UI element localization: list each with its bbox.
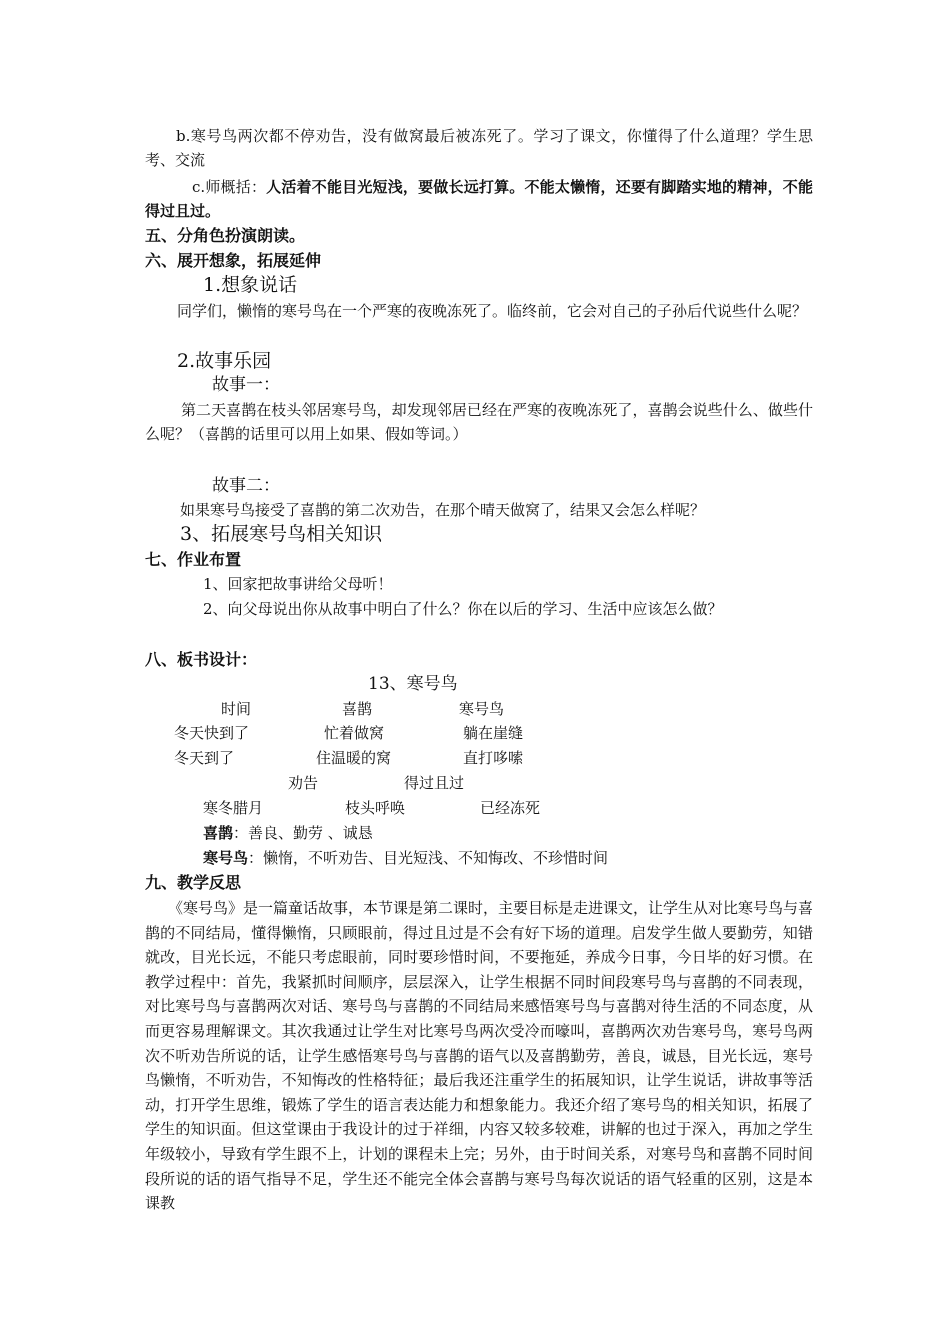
subheading-1: 1.想象说话 xyxy=(203,274,298,296)
board-r4-time: 寒冬腊月 xyxy=(203,799,264,817)
board-magpie-label: 喜鹊 xyxy=(203,824,234,842)
subheading-2: 2.故事乐园 xyxy=(177,350,272,372)
board-col-bird: 寒号鸟 xyxy=(459,700,505,718)
board-r3-advice: 劝告 xyxy=(288,774,319,792)
paragraph-c-summary: 人活着不能目光短浅，要做长远打算。不能太懒惰，还要有脚踏实地的精神，不能得过且过。 xyxy=(145,178,813,220)
board-r2-magpie: 住温暖的窝 xyxy=(316,749,392,767)
board-r2-bird: 直打哆嗦 xyxy=(463,749,524,767)
paragraph-c-prefix: c.师概括： xyxy=(192,178,267,196)
heading-8: 八、板书设计： xyxy=(145,650,258,669)
heading-5: 五、分角色扮演朗读。 xyxy=(145,226,306,245)
story2-text: 如果寒号鸟接受了喜鹊的第二次劝告，在那个晴天做窝了，结果又会怎么样呢？ xyxy=(180,501,706,519)
subheading-3: 3、拓展寒号鸟相关知识 xyxy=(180,523,383,545)
board-bird-traits-text: ：懒惰，不听劝告、目光短浅、不知悔改、不珍惜时间 xyxy=(248,849,609,867)
board-r1-bird: 躺在崖缝 xyxy=(463,724,524,742)
board-col-magpie: 喜鹊 xyxy=(342,700,373,718)
heading-6: 六、展开想象，拓展延伸 xyxy=(145,251,322,270)
story2-title: 故事二： xyxy=(212,476,280,496)
board-r4-bird: 已经冻死 xyxy=(480,799,541,817)
heading-7: 七、作业布置 xyxy=(145,550,242,569)
board-title: 13、寒号鸟 xyxy=(368,674,458,694)
paragraph-b: b.寒号鸟两次都不停劝告，没有做窝最后被冻死了。学习了课文，你懂得了什么道理？学生思考、交流 xyxy=(145,127,813,169)
board-r2-time: 冬天到了 xyxy=(174,749,235,767)
board-r1-magpie: 忙着做窝 xyxy=(324,724,385,742)
board-r3-idle: 得过且过 xyxy=(404,774,465,792)
board-r4-magpie: 枝头呼唤 xyxy=(345,799,406,817)
board-bird-label: 寒号鸟 xyxy=(203,849,249,867)
homework-2: 2、向父母说出你从故事中明白了什么？你在以后的学习、生活中应该怎么做？ xyxy=(203,600,723,618)
heading-9: 九、教学反思 xyxy=(145,873,242,892)
story1-title: 故事一： xyxy=(212,375,280,395)
board-r1-time: 冬天快到了 xyxy=(174,724,250,742)
reflection-paragraph: 《寒号鸟》是一篇童话故事，本节课是第二课时，主要目标是走进课文，让学生从对比寒号鸟与喜鹊的不同结局，懂得懒惰，只顾眼前，得过且过是不会有好下场的道理。启发学生做人要勤劳，知错就改，目光长远，不能只考虑眼前，同时要珍惜时间，不要拖延，养成今日事，今日毕的好习惯。在教学过程中：首先，我紧抓时间顺序，层层深入，让学生根据不同时间段寒号鸟与喜鹊的不同表现，对比寒号鸟与喜鹊两次对话、寒号鸟与喜鹊的不同结局来感悟寒号鸟与喜鹊对待生活的不同态度，从而更容易理解课文。其次我通过让学生对比寒号鸟两次受冷而嚎叫，喜鹊两次劝告寒号鸟，寒号鸟两次不听劝告所说的话，让学生感悟寒号鸟与喜鹊的语气以及喜鹊勤劳，善良，诚恳，目光长远，寒号鸟懒惰，不听劝告，不知悔改的性格特征；最后我还注重学生的拓展知识，让学生说话，讲故事等活动，打开学生思维，锻炼了学生的语言表达能力和想象能力。我还介绍了寒号鸟的相关知识，拓展了学生的知识面。但这堂课由于我设计的过于祥细，内容又较多较难，讲解的也过于深入，再加之学生年级较小，导致有学生跟不上，计划的课程未上完；另外，由于时间关系，对寒号鸟和喜鹊不同时间段所说的话的语气指导不足，学生还不能完全体会喜鹊与寒号鸟每次说话的语气轻重的区别，这是本课教 xyxy=(145,899,814,1213)
paragraph-s1: 同学们，懒惰的寒号鸟在一个严寒的夜晚冻死了。临终前，它会对自己的子孙后代说些什么呢？ xyxy=(177,302,808,320)
board-magpie-traits xyxy=(203,821,373,845)
board-col-time: 时间 xyxy=(221,700,252,718)
board-magpie-traits-text: ：善良、勤劳 、诚恳 xyxy=(233,824,373,842)
board-bird-traits xyxy=(203,846,608,870)
homework-1: 1、回家把故事讲给父母听！ xyxy=(203,575,393,593)
story1-text: 第二天喜鹊在枝头邻居寒号鸟，却发现邻居已经在严寒的夜晚冻死了，喜鹊会说些什么、做些什么呢？（喜鹊的话里可以用上如果、假如等词。） xyxy=(145,401,813,443)
paragraph-c xyxy=(145,175,813,223)
